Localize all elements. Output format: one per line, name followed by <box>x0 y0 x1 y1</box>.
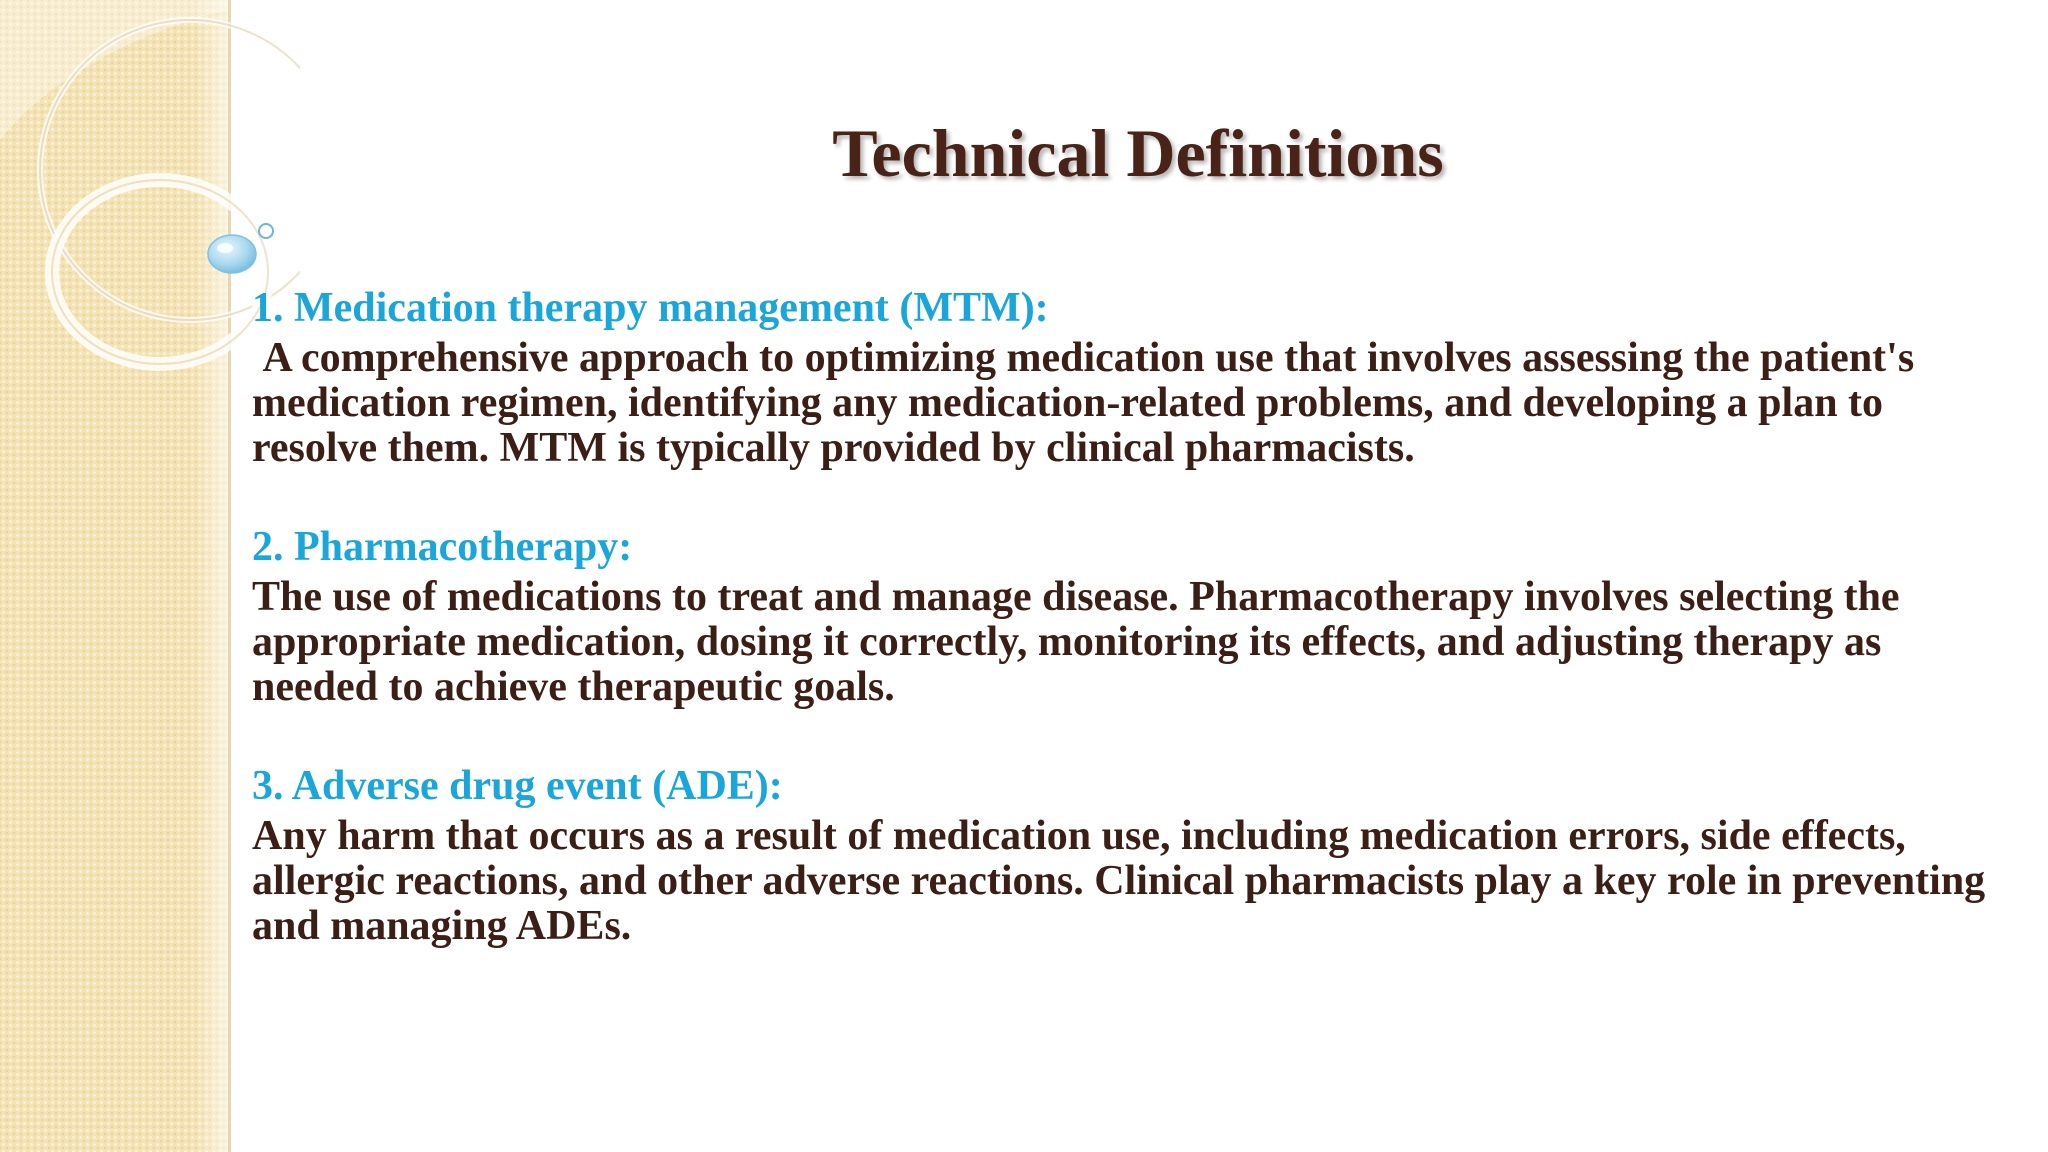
definitions-list <box>252 282 2012 949</box>
definition-mtm <box>252 282 2012 471</box>
slide-title: Technical Definitions <box>832 115 1444 191</box>
definition-body: Any harm that occurs as a result of medication use, including medication errors, side effects, allergic reactions, and other adverse reactions. Clinical pharmacists play a key role in preventing and managing ADEs. <box>252 813 1996 949</box>
definition-body: A comprehensive approach to optimizing medication use that involves assessing the patient's medication regimen, identifying any medication-related problems, and developing a plan to resolve them. MTM is typically provided by clinical pharmacists. <box>252 335 1925 471</box>
definition-body: The use of medications to treat and manage disease. Pharmacotherapy involves selecting the appropriate medication, dosing it correctly, monitoring its effects, and adjusting therapy as needed to achieve therapeutic goals. <box>252 574 1911 710</box>
definition-heading: 1. Medication therapy management (MTM): <box>252 285 1049 331</box>
definition-heading: 2. Pharmacotherapy: <box>252 524 633 570</box>
definition-ade <box>252 760 2012 949</box>
definition-heading: 3. Adverse drug event (ADE): <box>252 763 783 809</box>
definition-pharmacotherapy <box>252 521 2012 710</box>
